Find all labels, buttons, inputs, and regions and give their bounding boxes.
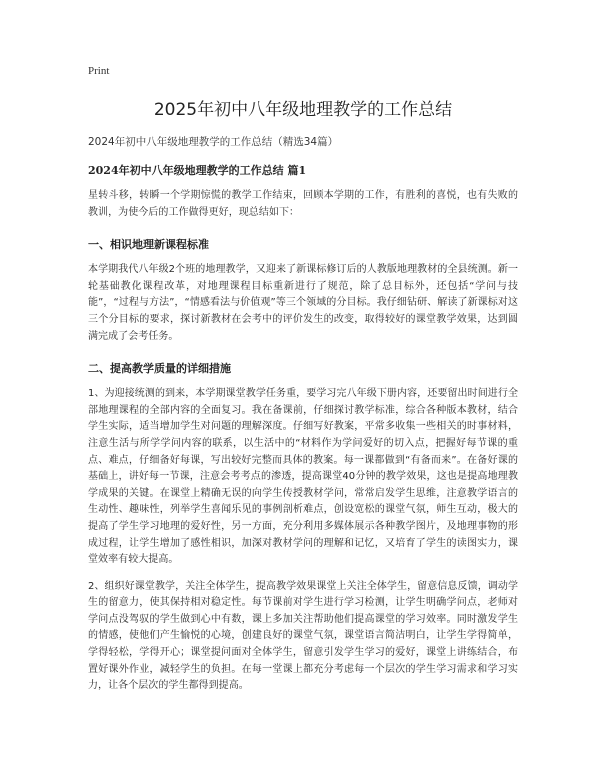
document-subtitle: 2024年初中八年级地理教学的工作总结（精选34篇） [88, 136, 339, 148]
section-heading-1: 一、相识地理新课程标准 [88, 238, 209, 252]
intro-paragraph: 星转斗移，转瞬一个学期惊慌的教学工作结束，回顾本学期的工作，有胜利的喜悦，也有失败的教训，为使今后的工作做得更好，现总结如下： [88, 190, 518, 218]
document-page [88, 64, 518, 695]
print-label: Print [88, 65, 110, 77]
article-title: 2024年初中八年级地理教学的工作总结 篇1 [88, 164, 307, 177]
document-title: 2025年初中八年级地理教学的工作总结 [153, 100, 453, 120]
section-heading-2: 二、提高教学质量的详细措施 [88, 362, 231, 376]
section-2-paragraph-1: 1、为迎接统测的到来，本学期课堂教学任务重，要学习完八年级下册内容，还要留出时间进行全部地理课程的全部内容的全面复习。我在备课前，仔细探讨教学标准，综合各种版本教材，结合学生实际，适当增加学生对问题的理解深度。仔细写好教案，平常多收集一些相关的时事材料，注意生活与所学学问内容的联系，以生活中的“材料作为学问爱好的切入点，把握好每节课的重点、难点，仔细备好每课，写出较好完整而具体的教案。每一课都做到“有备而来”。在备好课的基础上，讲好每一节课，注意会考考点的渗透，提高课堂40分钟的教学效果，这也是提高地理教学成果的关键。在课堂上精确无误的向学生传授教材学问，常常启发学生思维，注意教学语言的生动性、趣味性，列举学生喜闻乐见的事例剖析难点，创设宽松的课堂气氛，师生互动，极大的提高了学生学习地理的爱好性，另一方面，充分利用多媒体展示各种教学图片，及地理事物的形成过程，让学生增加了感性相识，加深对教材学问的理解和记忆，又培育了学生的读图实力，课堂效率有较大提高。 [88, 388, 518, 566]
section-1-paragraph: 本学期我代八年级2个班的地理教学，又迎来了新课标修订后的人教版地理教材的全县统测。新一轮基础教化课程改革，对地理课程目标重新进行了规范，除了总目标外，还包括“学问与技能”，“过程与方法”，“情感看法与价值观”等三个领域的分目标。我仔细钻研、解读了新课标对这三个分目标的要求，探讨新教材在会考中的评价发生的改变，取得较好的课堂教学效果，达到圆满完成了会考任务。 [88, 264, 518, 342]
section-2-paragraph-2: 2、组织好课堂教学，关注全体学生，提高教学效果课堂上关注全体学生，留意信息反馈，调动学生的留意力，使其保持相对稳定性。每节课前对学生进行学习检测，让学生明确学问点，老师对学问点没驾驭的学生做到心中有数，课上多加关注帮助他们提高课堂的学习效率。同时激发学生的情感，使他们产生愉悦的心境，创建良好的课堂气氛，课堂语言简洁明白，让学生学得简单，学得轻松，学得开心；课堂提问面对全体学生，留意引发学生学习的爱好，课堂上讲练结合，布置好课外作业，减轻学生的负担。在每一堂课上都充分考虑每一个层次的学生学习需求和学习实力，让各个层次的学生都得到提高。 [88, 580, 518, 692]
